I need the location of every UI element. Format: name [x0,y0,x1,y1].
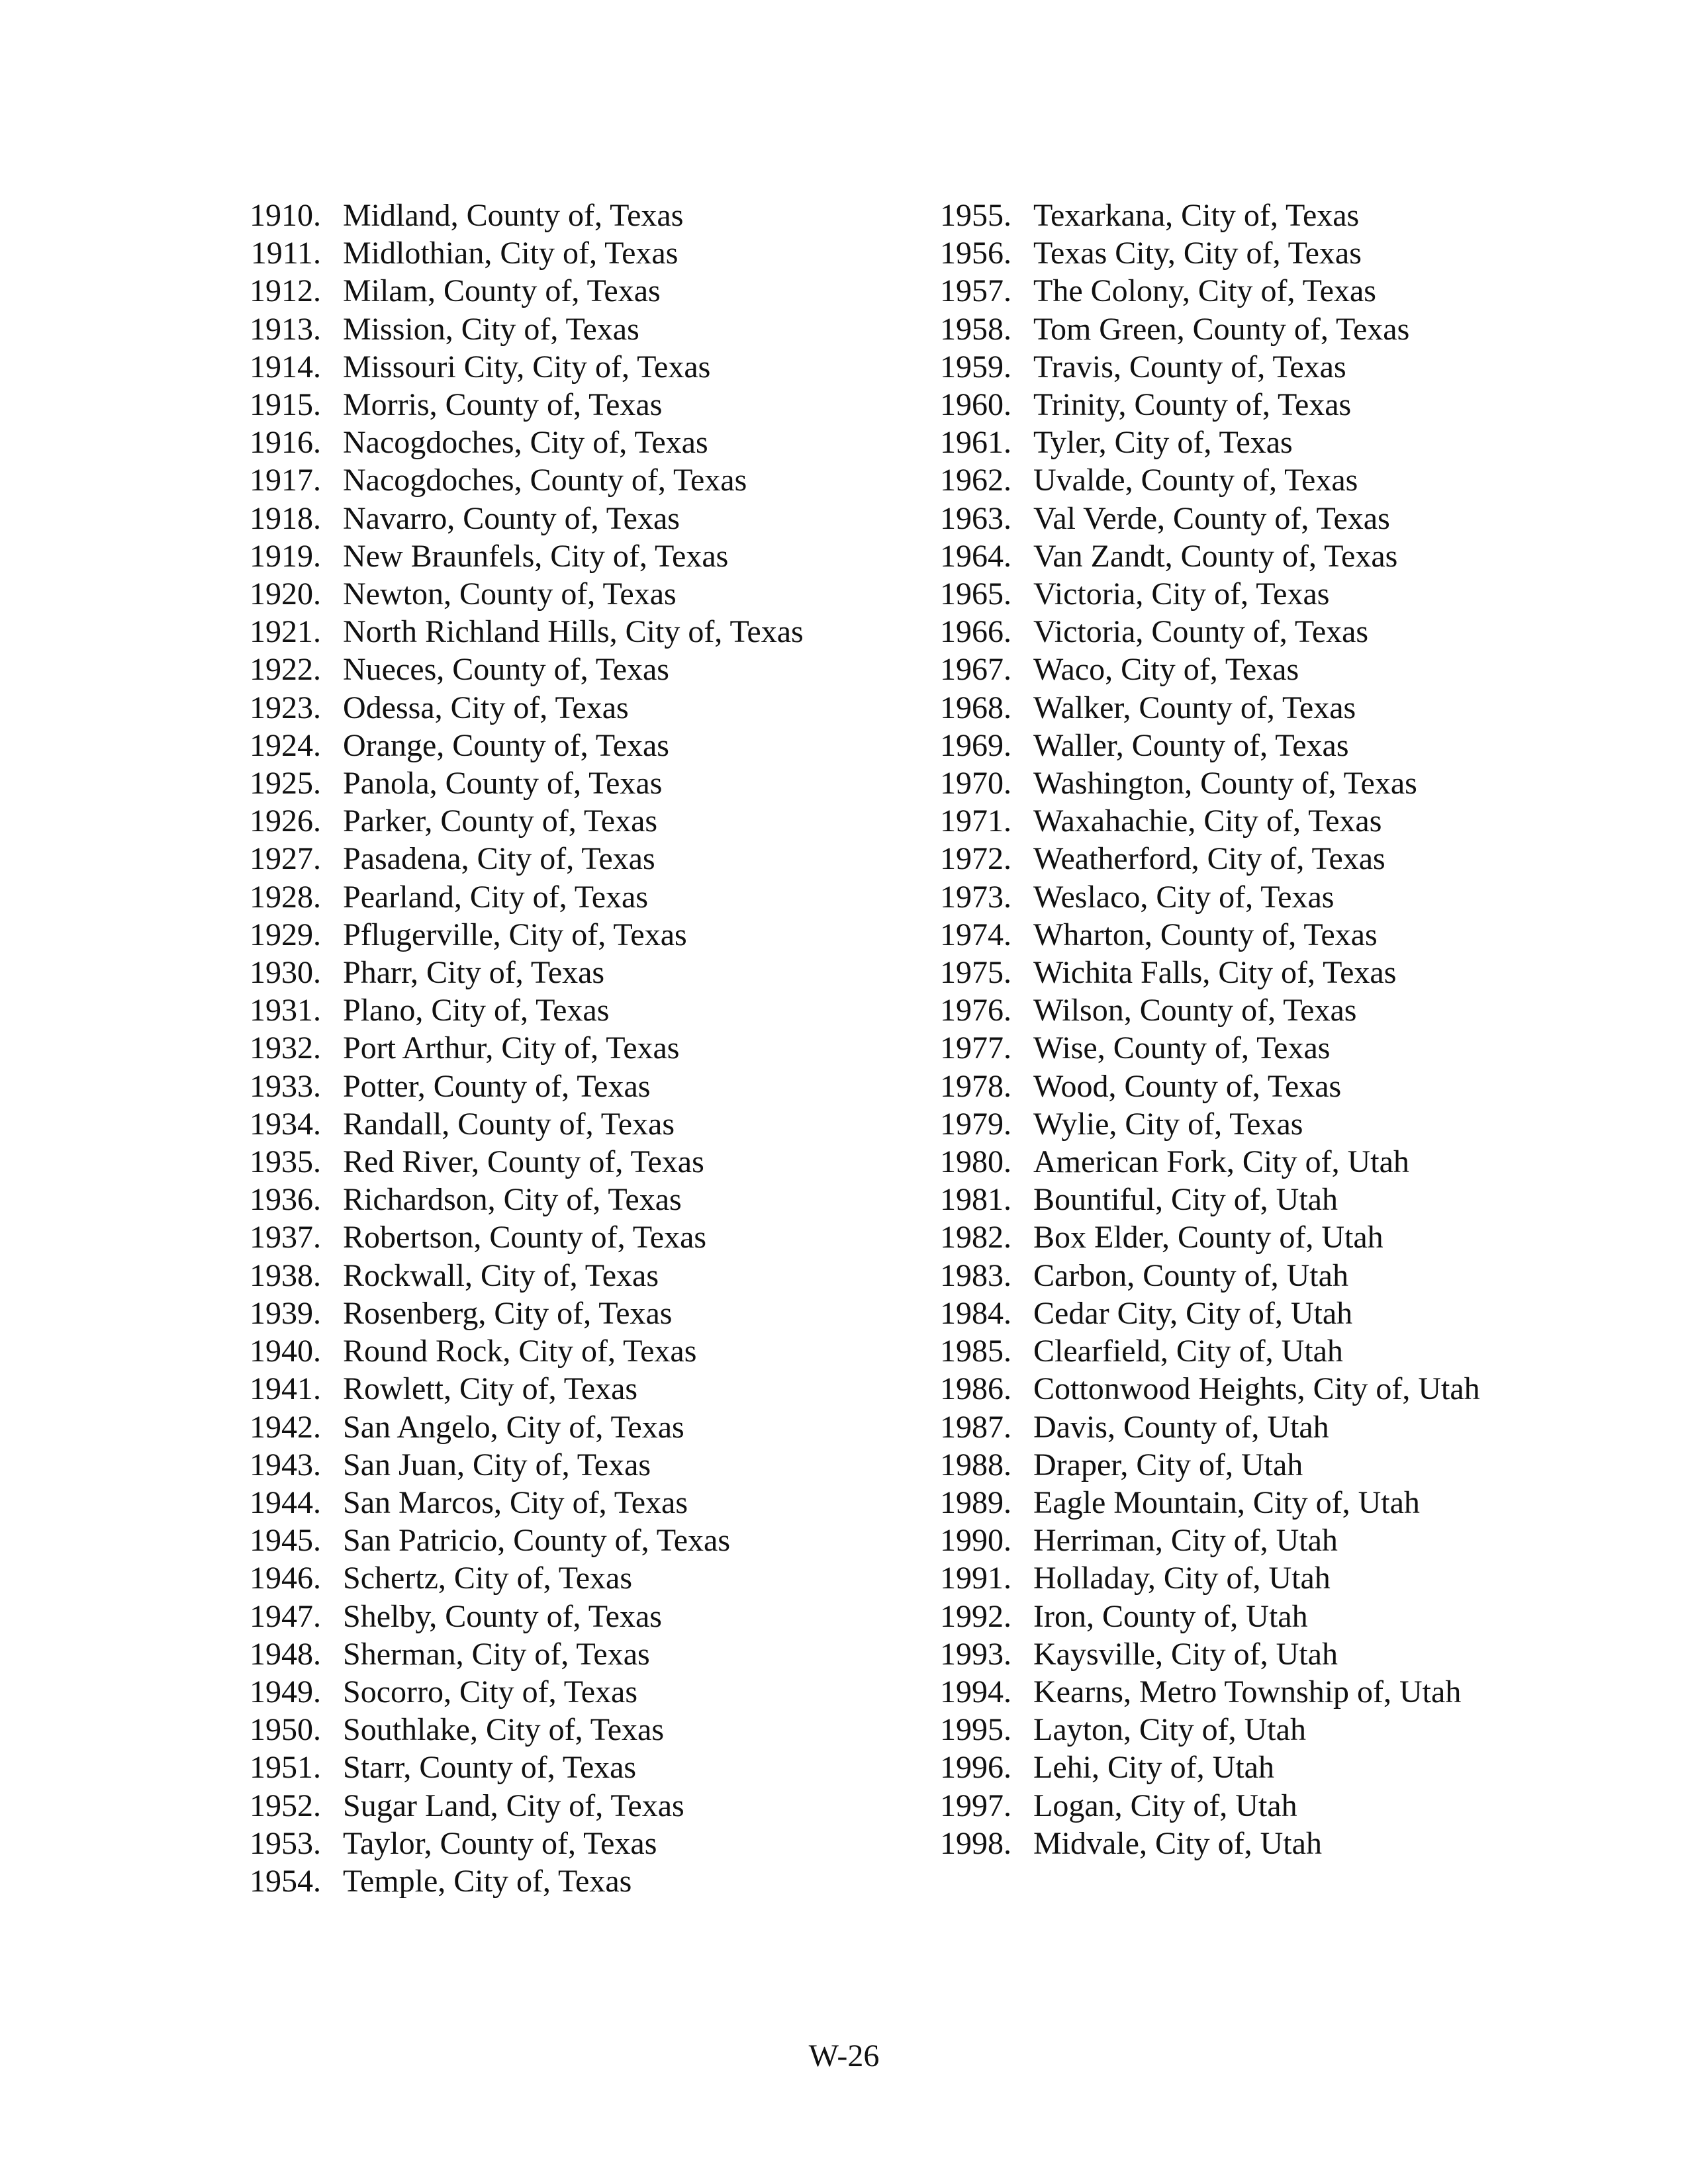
entry-number: 1956. [940,236,1011,271]
list-item [934,689,1596,727]
entry-name: Cottonwood Heights, City of, Utah [1033,1371,1480,1407]
entry-number: 1938. [250,1257,321,1293]
entry-number: 1949. [250,1674,321,1709]
entry-number: 1920. [250,576,321,612]
entry-name: Wise, County of, Texas [1033,1030,1331,1066]
list-item [934,651,1596,688]
entry-name: Potter, County of, Texas [343,1068,651,1104]
entry-number: 1942. [250,1409,321,1445]
list-item [244,575,906,613]
list-item [244,1029,906,1067]
entry-number: 1970. [940,766,1011,801]
list-item [934,575,1596,613]
list-item [934,1825,1596,1862]
entry-name: Southlake, City of, Texas [343,1712,665,1748]
entry-name: Robertson, County of, Texas [343,1220,707,1255]
list-item [244,1673,906,1711]
entry-number: 1993. [940,1636,1011,1672]
entry-name: North Richland Hills, City of, Texas [343,614,804,650]
entry-number: 1967. [940,652,1011,688]
entry-name: Logan, City of, Utah [1033,1788,1297,1823]
entry-name: San Angelo, City of, Texas [343,1409,684,1445]
entry-number: 1971. [940,803,1011,839]
entry-name: Wilson, County of, Texas [1033,993,1357,1028]
entry-name: Midlothian, City of, Texas [343,236,679,271]
entry-number: 1976. [940,993,1011,1028]
entry-name: Lehi, City of, Utah [1033,1750,1274,1786]
list-item [244,802,906,840]
list-item [244,651,906,688]
entry-name: Eagle Mountain, City of, Utah [1033,1484,1420,1520]
entry-number: 1985. [940,1334,1011,1369]
entry-number: 1978. [940,1068,1011,1104]
entry-name: Missouri City, City of, Texas [343,349,711,385]
entry-number: 1941. [250,1371,321,1407]
entry-number: 1955. [940,198,1011,233]
list-item [934,1029,1596,1067]
entry-name: Plano, City of, Texas [343,993,610,1028]
entry-number: 1980. [940,1144,1011,1180]
entry-number: 1984. [940,1295,1011,1331]
entry-name: Wichita Falls, City of, Texas [1033,955,1397,991]
entry-name: San Patricio, County of, Texas [343,1523,731,1559]
list-item [934,1143,1596,1181]
entry-name: Herriman, City of, Utah [1033,1523,1338,1559]
entry-number: 1979. [940,1106,1011,1142]
list-item [934,1295,1596,1332]
entry-name: Rockwall, City of, Texas [343,1257,659,1293]
entry-name: Starr, County of, Texas [343,1750,637,1786]
entry-number: 1931. [250,993,321,1028]
entry-name: Bountiful, City of, Utah [1033,1182,1338,1218]
list-item [244,916,906,954]
entry-number: 1940. [250,1334,321,1369]
entry-name: Weslaco, City of, Texas [1033,879,1335,915]
entry-number: 1988. [940,1447,1011,1482]
entry-name: Milam, County of, Texas [343,273,661,309]
entry-name: Waxahachie, City of, Texas [1033,803,1382,839]
entry-number: 1990. [940,1523,1011,1559]
entry-number: 1974. [940,917,1011,952]
list-item [244,878,906,916]
entry-number: 1914. [250,349,321,385]
list-item [244,1068,906,1105]
list-item [244,689,906,727]
list-item [934,1598,1596,1635]
list-item [934,500,1596,537]
list-item [934,424,1596,461]
list-item [934,1673,1596,1711]
entry-name: Shelby, County of, Texas [343,1598,662,1634]
entry-number: 1973. [940,879,1011,915]
list-item [934,802,1596,840]
entry-number: 1968. [940,690,1011,725]
entry-number: 1948. [250,1636,321,1672]
entry-name: Pharr, City of, Texas [343,955,605,991]
entry-number: 1927. [250,841,321,877]
list-item [934,727,1596,764]
list-item [934,613,1596,651]
entry-name: Parker, County of, Texas [343,803,658,839]
list-item [244,1105,906,1143]
entry-number: 1998. [940,1825,1011,1861]
entry-name: Layton, City of, Utah [1033,1712,1306,1748]
entry-name: Texarkana, City of, Texas [1033,198,1360,233]
entry-name: Uvalde, County of, Texas [1033,463,1358,498]
entry-name: Schertz, City of, Texas [343,1561,632,1596]
list-item [244,1559,906,1597]
list-item [934,348,1596,386]
entry-number: 1929. [250,917,321,952]
list-item [244,613,906,651]
entry-number: 1943. [250,1447,321,1482]
entry-name: Pearland, City of, Texas [343,879,648,915]
entry-name: Val Verde, County of, Texas [1033,500,1390,536]
entry-number: 1926. [250,803,321,839]
list-item [934,1408,1596,1446]
entry-name: Orange, County of, Texas [343,727,669,763]
list-item [244,991,906,1029]
list-item [244,197,906,234]
list-item [934,272,1596,310]
entry-number: 1975. [940,955,1011,991]
entry-name: Box Elder, County of, Utah [1033,1220,1383,1255]
list-item [934,1484,1596,1522]
entry-name: New Braunfels, City of, Texas [343,538,729,574]
entry-number: 1982. [940,1220,1011,1255]
entry-number: 1913. [250,311,321,347]
entry-number: 1994. [940,1674,1011,1709]
entry-name: Wood, County of, Texas [1033,1068,1342,1104]
list-item [244,1749,906,1786]
list-item [934,234,1596,272]
entry-number: 1986. [940,1371,1011,1407]
list-item [934,461,1596,499]
entry-number: 1959. [940,349,1011,385]
entry-name: Navarro, County of, Texas [343,500,680,536]
entry-name: Richardson, City of, Texas [343,1182,682,1218]
list-item [934,1635,1596,1673]
list-item [934,1749,1596,1786]
entry-number: 1944. [250,1484,321,1520]
entry-name: Tyler, City of, Texas [1033,425,1293,461]
list-item [244,1295,906,1332]
entry-number: 1964. [940,538,1011,574]
entry-name: Draper, City of, Utah [1033,1447,1303,1482]
entry-number: 1917. [250,463,321,498]
entry-name: Port Arthur, City of, Texas [343,1030,680,1066]
list-item [244,1332,906,1370]
entry-number: 1936. [250,1182,321,1218]
list-item [244,348,906,386]
entry-name: Texas City, City of, Texas [1033,236,1362,271]
entry-number: 1911. [250,236,321,271]
entry-number: 1922. [250,652,321,688]
list-item [244,1484,906,1522]
entry-number: 1977. [940,1030,1011,1066]
list-item [934,764,1596,802]
entry-name: Midland, County of, Texas [343,198,684,233]
entry-name: Wylie, City of, Texas [1033,1106,1303,1142]
entry-name: Travis, County of, Texas [1033,349,1346,385]
entry-number: 1997. [940,1788,1011,1823]
entry-number: 1912. [250,273,321,309]
entry-name: Temple, City of, Texas [343,1863,632,1899]
list-item [934,1522,1596,1559]
entry-name: Round Rock, City of, Texas [343,1334,697,1369]
entry-name: Washington, County of, Texas [1033,766,1417,801]
entry-number: 1981. [940,1182,1011,1218]
list-item [244,1181,906,1218]
page-number: W-26 [808,2038,880,2073]
entry-number: 1950. [250,1712,321,1748]
entry-number: 1915. [250,387,321,423]
list-item [244,1635,906,1673]
entry-number: 1921. [250,614,321,650]
list-item [934,1711,1596,1749]
entry-name: Van Zandt, County of, Texas [1033,538,1398,574]
entry-number: 1945. [250,1523,321,1559]
list-item [934,310,1596,348]
list-item [244,1218,906,1256]
entry-number: 1992. [940,1598,1011,1634]
entry-name: Nueces, County of, Texas [343,652,669,688]
list-item [244,1408,906,1446]
entry-name: Trinity, County of, Texas [1033,387,1352,423]
entry-number: 1962. [940,463,1011,498]
entry-number: 1934. [250,1106,321,1142]
entry-number: 1957. [940,273,1011,309]
entry-number: 1933. [250,1068,321,1104]
list-item [244,954,906,991]
entry-number: 1996. [940,1750,1011,1786]
entry-number: 1969. [940,727,1011,763]
list-item [934,537,1596,575]
entry-name: Newton, County of, Texas [343,576,677,612]
entry-number: 1958. [940,311,1011,347]
entry-number: 1939. [250,1295,321,1331]
list-item [934,878,1596,916]
entry-number: 1928. [250,879,321,915]
left-column [244,197,906,1900]
entry-name: Rowlett, City of, Texas [343,1371,638,1407]
entry-name: Cedar City, City of, Utah [1033,1295,1353,1331]
entry-name: Morris, County of, Texas [343,387,663,423]
list-item [244,424,906,461]
entry-number: 1954. [250,1863,321,1899]
entry-name: Weatherford, City of, Texas [1033,841,1385,877]
list-item [244,1522,906,1559]
list-item [934,1446,1596,1484]
entry-name: San Marcos, City of, Texas [343,1484,688,1520]
entry-name: Wharton, County of, Texas [1033,917,1378,952]
entry-number: 1919. [250,538,321,574]
entry-name: Nacogdoches, City of, Texas [343,425,708,461]
entry-name: Midvale, City of, Utah [1033,1825,1322,1861]
entry-name: Sherman, City of, Texas [343,1636,650,1672]
entry-name: Waller, County of, Texas [1033,727,1349,763]
list-item [244,461,906,499]
list-item [244,386,906,424]
list-item [244,840,906,878]
entry-name: Victoria, County of, Texas [1033,614,1369,650]
entry-number: 1925. [250,766,321,801]
list-item [244,1825,906,1862]
entry-name: Tom Green, County of, Texas [1033,311,1410,347]
list-item [934,840,1596,878]
entry-number: 1952. [250,1788,321,1823]
entry-name: Mission, City of, Texas [343,311,639,347]
entry-number: 1961. [940,425,1011,461]
list-item [934,991,1596,1029]
entry-number: 1916. [250,425,321,461]
entry-number: 1991. [940,1561,1011,1596]
entry-name: Panola, County of, Texas [343,766,663,801]
entry-number: 1963. [940,500,1011,536]
entry-number: 1930. [250,955,321,991]
entry-number: 1960. [940,387,1011,423]
list-item [244,1257,906,1295]
list-item [244,764,906,802]
entry-number: 1953. [250,1825,321,1861]
entry-number: 1923. [250,690,321,725]
list-item [244,727,906,764]
list-item [244,1711,906,1749]
list-item [934,916,1596,954]
entry-name: Odessa, City of, Texas [343,690,629,725]
entry-name: The Colony, City of, Texas [1033,273,1376,309]
entry-name: Iron, County of, Utah [1033,1598,1308,1634]
entry-name: Nacogdoches, County of, Texas [343,463,747,498]
entry-name: Pasadena, City of, Texas [343,841,655,877]
entry-number: 1989. [940,1484,1011,1520]
list-item [934,1332,1596,1370]
entry-number: 1987. [940,1409,1011,1445]
entry-name: Red River, County of, Texas [343,1144,704,1180]
list-item [244,1370,906,1408]
entry-name: Kearns, Metro Township of, Utah [1033,1674,1462,1709]
entry-name: Taylor, County of, Texas [343,1825,657,1861]
entry-name: Sugar Land, City of, Texas [343,1788,684,1823]
entry-number: 1965. [940,576,1011,612]
list-item [244,1787,906,1825]
list-item [934,1257,1596,1295]
entry-name: Randall, County of, Texas [343,1106,675,1142]
list-item [934,386,1596,424]
entry-number: 1932. [250,1030,321,1066]
entry-number: 1966. [940,614,1011,650]
list-item [934,1787,1596,1825]
entry-number: 1972. [940,841,1011,877]
list-item [244,537,906,575]
entry-name: Walker, County of, Texas [1033,690,1356,725]
list-item [934,1218,1596,1256]
entry-number: 1947. [250,1598,321,1634]
entry-number: 1924. [250,727,321,763]
entry-name: Victoria, City of, Texas [1033,576,1330,612]
entry-number: 1983. [940,1257,1011,1293]
list-item [934,1370,1596,1408]
entry-name: Clearfield, City of, Utah [1033,1334,1343,1369]
list-item [934,954,1596,991]
entry-name: Kaysville, City of, Utah [1033,1636,1338,1672]
entry-name: San Juan, City of, Texas [343,1447,651,1482]
entry-name: Holladay, City of, Utah [1033,1561,1331,1596]
entry-name: Carbon, County of, Utah [1033,1257,1348,1293]
list-item [934,1559,1596,1597]
entry-name: Davis, County of, Utah [1033,1409,1329,1445]
entry-name: Waco, City of, Texas [1033,652,1299,688]
list-item [244,1862,906,1900]
list-item [244,1143,906,1181]
entry-number: 1946. [250,1561,321,1596]
list-item [244,310,906,348]
list-item [244,234,906,272]
entry-number: 1951. [250,1750,321,1786]
list-item [244,1446,906,1484]
list-item [934,197,1596,234]
entry-number: 1910. [250,198,321,233]
entry-name: American Fork, City of, Utah [1033,1144,1409,1180]
entry-number: 1937. [250,1220,321,1255]
list-item [934,1105,1596,1143]
entry-name: Pflugerville, City of, Texas [343,917,687,952]
entry-number: 1935. [250,1144,321,1180]
entry-number: 1918. [250,500,321,536]
list-item [244,272,906,310]
entry-number: 1995. [940,1712,1011,1748]
list-item [934,1181,1596,1218]
list-item [934,1068,1596,1105]
entry-name: Rosenberg, City of, Texas [343,1295,673,1331]
entry-name: Socorro, City of, Texas [343,1674,638,1709]
list-item [244,500,906,537]
right-column [934,197,1596,1862]
list-item [244,1598,906,1635]
